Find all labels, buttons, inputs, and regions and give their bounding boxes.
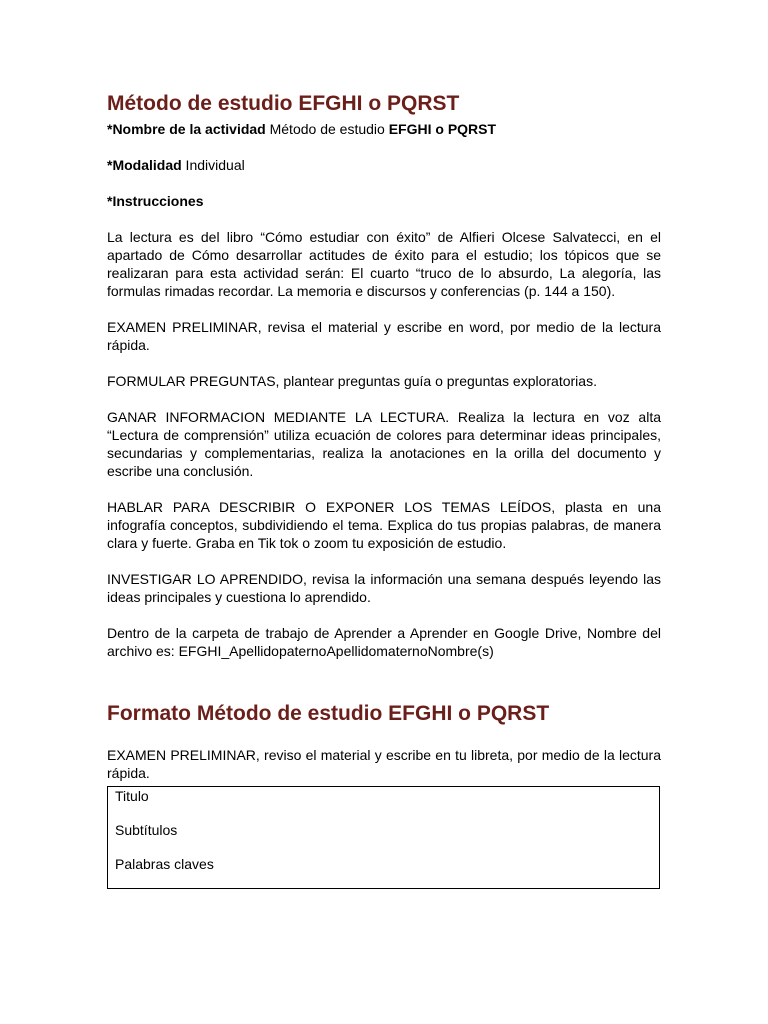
paragraph-reading: La lectura es del libro “Cómo estudiar con éxito” de Alfieri Olcese Salvatecci, en el apartado de Cómo desarrollar actitudes de éxito para el estudio; los tópicos que se realizaran para esta actividad serán: El cuarto “truco de lo absurdo, La alegoría, las formulas rimadas recordar. La memoria e discursos y conferencias (p. 144 a 150). — [107, 229, 661, 299]
box-item-subtitulos: Subtítulos — [115, 822, 178, 838]
activity-name-line — [107, 120, 661, 138]
activity-name-value: Método de estudio — [265, 121, 389, 137]
paragraph-investigar: INVESTIGAR LO APRENDIDO, revisa la información una semana después leyendo las ideas principales y cuestiona lo aprendido. — [107, 571, 661, 605]
section2-intro: EXAMEN PRELIMINAR, reviso el material y escribe en tu libreta, por medio de la lectura rápida. — [107, 747, 661, 781]
box-item-titulo: Titulo — [115, 788, 149, 804]
section2-title: Formato Método de estudio EFGHI o PQRST — [107, 702, 550, 725]
activity-name-value-bold: EFGHI o PQRST — [388, 121, 497, 137]
format-box — [107, 786, 660, 889]
paragraph-ganar-informacion: GANAR INFORMACION MEDIANTE LA LECTURA. Realiza la lectura en voz alta “Lectura de comprensión” utiliza ecuación de colores para determinar ideas principales, secundarias y complementarias, realiza la anotaciones en la orilla del documento y escribe una conclusión. — [107, 409, 661, 479]
modality-label: *Modalidad — [107, 157, 182, 173]
section1-title: Método de estudio EFGHI o PQRST — [107, 92, 460, 115]
paragraph-examen-preliminar: EXAMEN PRELIMINAR, revisa el material y escribe en word, por medio de la lectura rápida. — [107, 319, 661, 353]
box-item-palabras-claves: Palabras claves — [115, 856, 214, 872]
paragraph-formular-preguntas: FORMULAR PREGUNTAS, plantear preguntas guía o preguntas exploratorias. — [107, 373, 597, 389]
modality-value: Individual — [181, 157, 245, 173]
instructions-heading: *Instrucciones — [107, 193, 204, 209]
paragraph-hablar: HABLAR PARA DESCRIBIR O EXPONER LOS TEMAS LEÍDOS, plasta en una infografía conceptos, subdividiendo el tema. Explica do tus propias palabras, de manera clara y fuerte. Graba en Tik tok o zoom tu exposición de estudio. — [107, 499, 661, 551]
modality-line — [107, 156, 661, 174]
document-page — [107, 90, 661, 889]
activity-name-label: *Nombre de la actividad — [107, 121, 266, 137]
paragraph-drive-folder: Dentro de la carpeta de trabajo de Aprender a Aprender en Google Drive, Nombre del archivo es: EFGHI_ApellidopaternoApellidomaternoNombre(s) — [107, 625, 661, 659]
